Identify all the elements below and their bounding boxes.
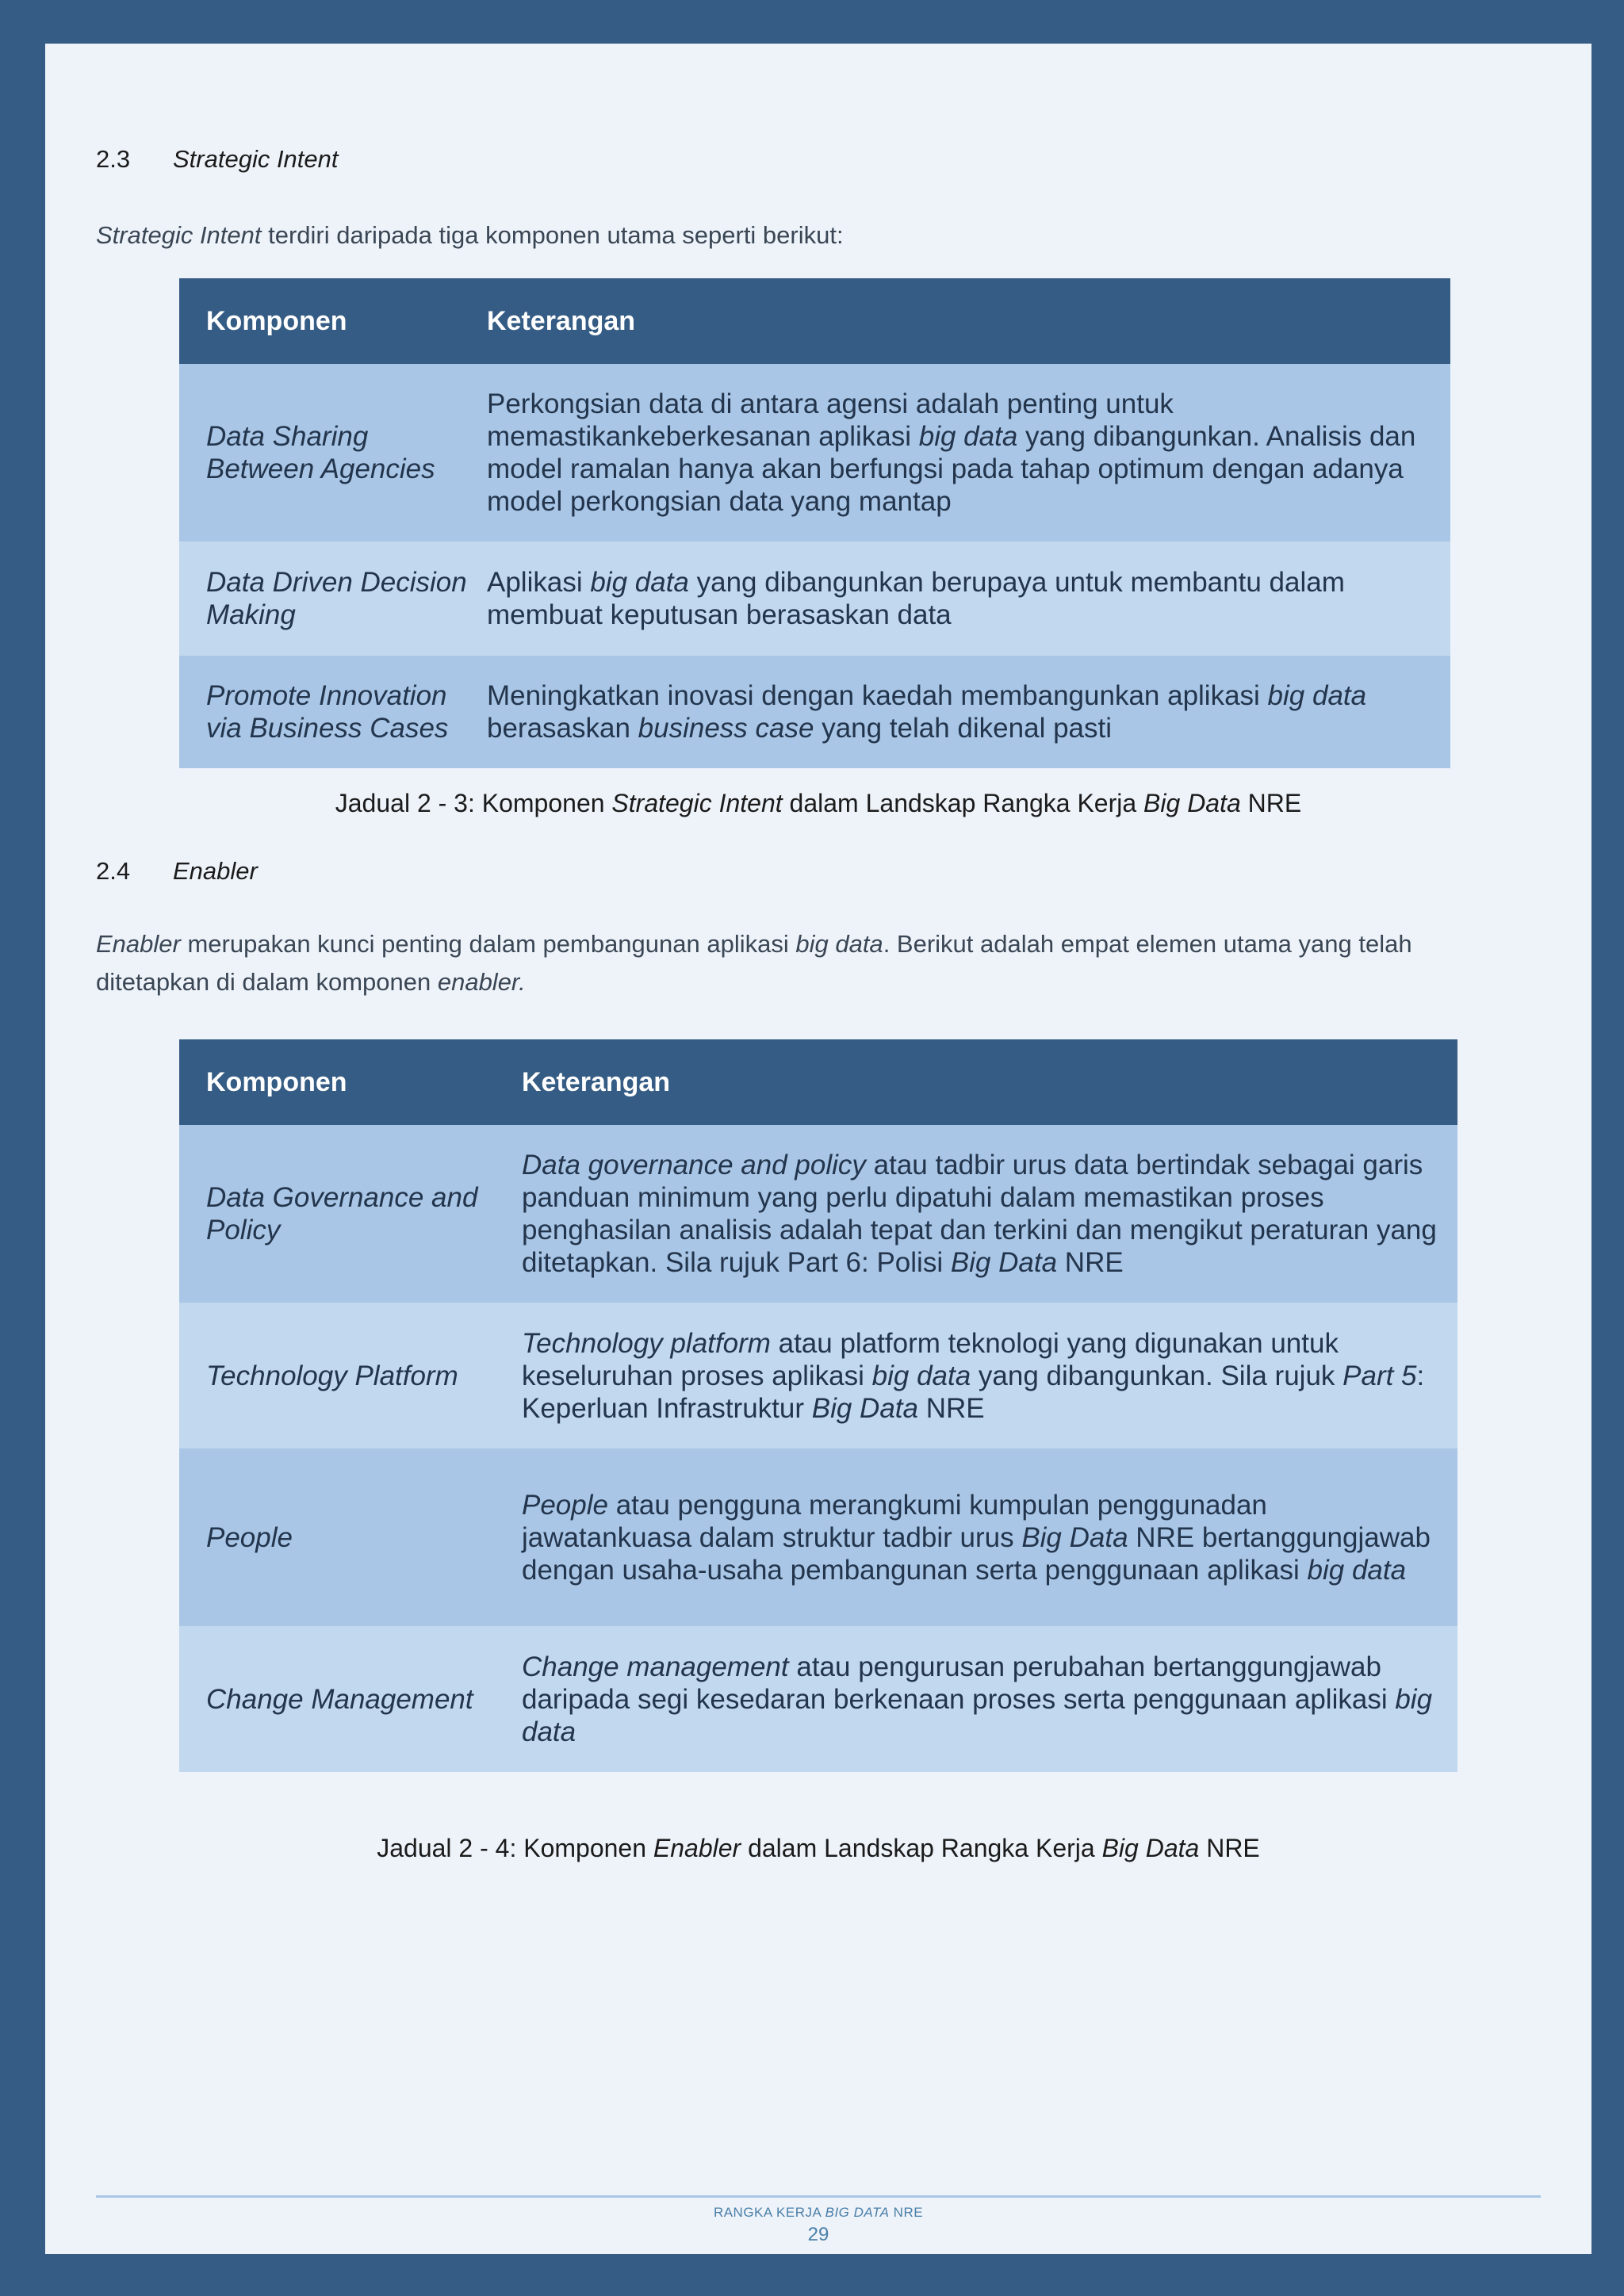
keterangan-run: Technology platform bbox=[522, 1327, 771, 1359]
komponen-line: Data Sharing bbox=[206, 421, 369, 452]
table-header-row bbox=[179, 278, 1450, 364]
komponen-cell bbox=[179, 656, 487, 768]
keterangan-run: Aplikasi bbox=[487, 567, 591, 598]
column-header-keterangan: Keterangan bbox=[522, 1039, 1457, 1125]
section-title: Strategic Intent bbox=[173, 145, 339, 173]
komponen-line: Promote Innovation bbox=[206, 680, 447, 711]
section-title: Enabler bbox=[173, 857, 258, 885]
keterangan-run: atau platform teknologi yang digunakan untuk keseluruhan proses aplikasi bbox=[522, 1327, 1339, 1391]
keterangan-run: NRE bertanggungjawab dengan usaha-usaha pembangunan serta penggunaan aplikasi bbox=[522, 1521, 1431, 1586]
caption-run: Big Data bbox=[1101, 1834, 1200, 1862]
caption-run: NRE bbox=[1240, 789, 1302, 817]
caption-run: Jadual 2 - 3: Komponen bbox=[335, 789, 612, 817]
intro-run: . Berikut adalah empat elemen utama yang telah ditetapkan di dalam komponen bbox=[96, 930, 1412, 996]
keterangan-cell bbox=[522, 1303, 1457, 1448]
keterangan-run: People bbox=[522, 1489, 608, 1521]
keterangan-run: big data bbox=[871, 1360, 971, 1391]
table-row bbox=[179, 1626, 1457, 1772]
column-header-keterangan: Keterangan bbox=[487, 278, 1450, 364]
keterangan-run: yang telah dikenal pasti bbox=[814, 713, 1113, 744]
keterangan-run: Big Data bbox=[1021, 1521, 1128, 1553]
table-row bbox=[179, 541, 1450, 656]
table-caption-2-3 bbox=[45, 789, 1591, 818]
keterangan-run: yang dibangunkan berupaya untuk membantu dalam membuat keputusan berasaskan data bbox=[487, 567, 1345, 630]
keterangan-run: big data bbox=[1267, 680, 1367, 711]
caption-run: Enabler bbox=[653, 1834, 741, 1862]
keterangan-run: business case bbox=[638, 713, 814, 744]
komponen-cell bbox=[179, 1626, 522, 1772]
komponen-line: Data Governance and bbox=[206, 1182, 478, 1213]
keterangan-cell bbox=[487, 656, 1450, 768]
keterangan-run: NRE bbox=[1057, 1247, 1124, 1278]
keterangan-cell bbox=[522, 1626, 1457, 1772]
komponen-cell bbox=[179, 1303, 522, 1448]
intro-run: Enabler bbox=[96, 930, 181, 958]
keterangan-run: Data governance and policy bbox=[522, 1150, 866, 1181]
komponen-cell bbox=[179, 1125, 522, 1303]
table-row bbox=[179, 1448, 1457, 1626]
section-number: 2.4 bbox=[96, 857, 131, 885]
keterangan-run: atau tadbir urus data bertindak sebagai garis panduan minimum yang perlu dipatuhi dalam memastikan proses penghasilan analisis adalah tepat dan terkini dan mengikut peraturan yang ditetapkan. Sila rujuk Part 6: Polisi bbox=[522, 1150, 1437, 1278]
keterangan-run: yang dibangunkan. Sila rujuk bbox=[971, 1360, 1343, 1391]
keterangan-run: Meningkatkan inovasi dengan kaedah membangunkan aplikasi bbox=[487, 680, 1268, 711]
column-header-komponen: Komponen bbox=[179, 278, 487, 364]
intro-run: merupakan kunci penting dalam pembangunan aplikasi bbox=[180, 930, 796, 958]
keterangan-run: keberkesanan aplikasi bbox=[636, 421, 919, 452]
keterangan-run: Part 5 bbox=[1342, 1360, 1417, 1391]
intro-run: enabler. bbox=[437, 968, 526, 996]
footer-divider bbox=[96, 2195, 1541, 2198]
caption-run: Strategic Intent bbox=[611, 789, 783, 817]
keterangan-run: NRE bbox=[918, 1392, 985, 1424]
keterangan-run: big data bbox=[590, 567, 689, 598]
caption-run: NRE bbox=[1199, 1834, 1260, 1862]
komponen-cell bbox=[179, 541, 487, 656]
intro-paragraph-2-4 bbox=[96, 925, 1515, 1001]
keterangan-run: atau pengguna merangkumi kumpulan pengguna bbox=[607, 1489, 1221, 1521]
table-row bbox=[179, 364, 1450, 541]
caption-run: dalam Landskap Rangka Kerja bbox=[782, 789, 1144, 817]
komponen-line: Change Management bbox=[206, 1683, 473, 1715]
keterangan-cell bbox=[522, 1125, 1457, 1303]
column-header-komponen: Komponen bbox=[179, 1039, 522, 1125]
komponen-line: via Business Cases bbox=[206, 713, 449, 744]
caption-run: Jadual 2 - 4: Komponen bbox=[377, 1834, 653, 1862]
keterangan-run: yang dibangunkan. Analisis dan model ramalan hanya akan berfungsi pada tahap optimum dengan adanya model perkongsian data yang mantap bbox=[487, 421, 1416, 517]
keterangan-run: : Keperluan Infrastruktur bbox=[522, 1360, 1425, 1424]
komponen-cell bbox=[179, 1448, 522, 1626]
keterangan-run: dan jawatankuasa dalam struktur tadbir urus bbox=[522, 1489, 1267, 1553]
komponen-line: Making bbox=[206, 599, 296, 630]
caption-run: dalam Landskap Rangka Kerja bbox=[741, 1834, 1102, 1862]
footer-run: RANGKA KERJA bbox=[713, 2205, 825, 2220]
komponen-line: Technology Platform bbox=[206, 1360, 458, 1391]
section-heading-2-3 bbox=[96, 145, 339, 174]
keterangan-run: Big Data bbox=[811, 1392, 918, 1424]
keterangan-run: big data bbox=[1307, 1554, 1407, 1586]
table-row bbox=[179, 1303, 1457, 1448]
keterangan-run: big data bbox=[522, 1683, 1433, 1747]
table-row bbox=[179, 1125, 1457, 1303]
footer-run: BIG DATA bbox=[825, 2205, 890, 2220]
page-number: 29 bbox=[807, 2224, 829, 2245]
section-heading-2-4 bbox=[96, 857, 258, 886]
intro-rest: terdiri daripada tiga komponen utama seperti berikut: bbox=[261, 221, 844, 249]
keterangan-run: Change management bbox=[522, 1651, 789, 1682]
komponen-line: Data Driven Decision bbox=[206, 567, 467, 598]
keterangan-cell bbox=[522, 1448, 1457, 1626]
keterangan-run: atau pengurusan perubahan bertanggungjawab daripada segi kesedaran berkenaan proses serta penggunaan aplikasi bbox=[522, 1651, 1396, 1715]
komponen-line: Policy bbox=[206, 1215, 281, 1246]
keterangan-cell bbox=[487, 364, 1450, 541]
table-caption-2-4 bbox=[45, 1834, 1591, 1863]
table-header-row bbox=[179, 1039, 1457, 1125]
komponen-line: Between Agencies bbox=[206, 453, 435, 484]
keterangan-run: big data bbox=[918, 421, 1018, 452]
section-number: 2.3 bbox=[96, 145, 131, 173]
keterangan-run: Perkongsian data di antara agensi adalah penting untuk memastikan bbox=[487, 388, 1174, 452]
document-page bbox=[45, 44, 1591, 2254]
footer-run: NRE bbox=[889, 2205, 924, 2220]
intro-paragraph-2-3 bbox=[96, 216, 1515, 254]
intro-italic-lead: Strategic Intent bbox=[96, 221, 262, 249]
enabler-table bbox=[179, 1039, 1457, 1772]
komponen-cell bbox=[179, 364, 487, 541]
footer-title bbox=[45, 2205, 1591, 2221]
table-row bbox=[179, 656, 1450, 768]
intro-run: big data bbox=[795, 930, 883, 958]
strategic-intent-table bbox=[179, 278, 1450, 768]
caption-run: Big Data bbox=[1143, 789, 1241, 817]
keterangan-run: Big Data bbox=[950, 1247, 1058, 1278]
komponen-line: People bbox=[206, 1521, 293, 1553]
keterangan-run: berasaskan bbox=[487, 713, 638, 744]
keterangan-cell bbox=[487, 541, 1450, 656]
